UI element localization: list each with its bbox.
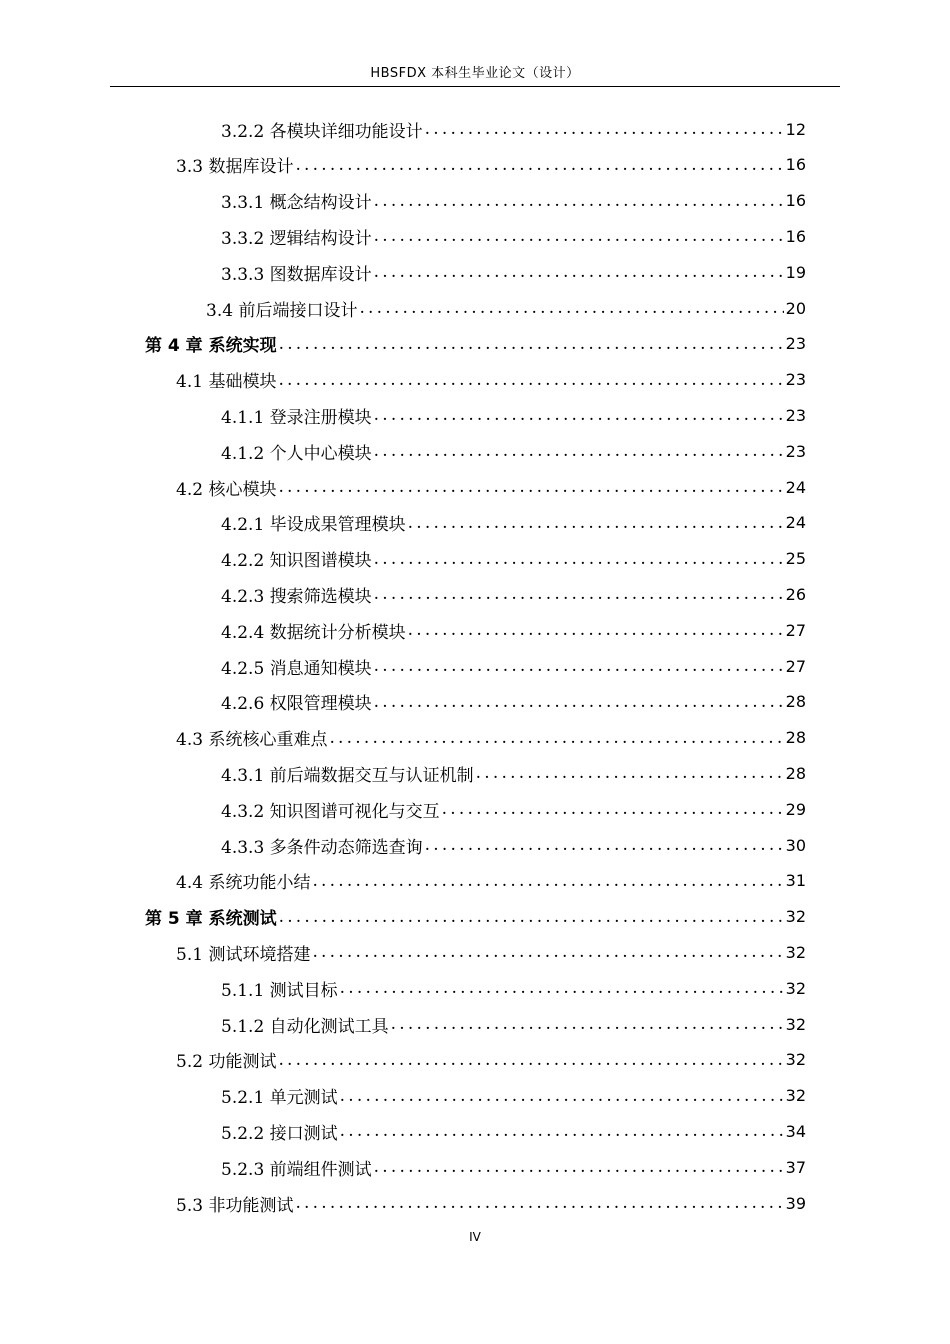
toc-entry-label: 4.1.2 个人中心模块 <box>221 443 372 464</box>
toc-leader-dots <box>442 799 784 819</box>
toc-entry[interactable] <box>176 864 806 898</box>
toc-entry-label: 5.1.2 自动化测试工具 <box>221 1016 389 1037</box>
toc-entry-page: 23 <box>785 405 806 425</box>
toc-entry-label: 3.4 前后端接口设计 <box>206 300 358 321</box>
toc-entry-page: 23 <box>785 334 806 354</box>
toc-entry-label: 第 4 章 系统实现 <box>145 336 277 357</box>
toc-entry-page: 19 <box>785 262 806 282</box>
toc-entry-page: 28 <box>785 728 806 748</box>
toc-entry-page: 28 <box>785 763 806 783</box>
toc-leader-dots <box>279 907 784 927</box>
toc-leader-dots <box>374 405 784 425</box>
toc-entry[interactable] <box>221 649 806 683</box>
toc-entry[interactable] <box>221 1079 806 1113</box>
toc-entry-page: 16 <box>785 155 806 175</box>
toc-entry[interactable] <box>221 756 806 790</box>
toc-entry-label: 4.2 核心模块 <box>176 479 277 500</box>
toc-leader-dots <box>374 441 784 461</box>
toc-leader-dots <box>312 942 783 962</box>
toc-entry[interactable] <box>176 1043 806 1077</box>
toc-leader-dots <box>374 262 784 282</box>
toc-entry-label: 4.2.6 权限管理模块 <box>221 694 372 715</box>
toc-entry[interactable] <box>221 828 806 862</box>
toc-entry-label: 4.3 系统核心重难点 <box>176 730 328 751</box>
toc-entry-page: 34 <box>785 1121 806 1141</box>
toc-entry-page: 25 <box>785 549 806 569</box>
toc-leader-dots <box>278 1050 783 1070</box>
toc-entry-page: 12 <box>785 119 806 139</box>
toc-entry-page: 30 <box>785 835 806 855</box>
header-divider <box>110 86 840 87</box>
toc-entry[interactable] <box>221 506 806 540</box>
toc-entry-page: 16 <box>785 226 806 246</box>
toc-entry-page: 32 <box>785 907 806 927</box>
toc-leader-dots <box>359 298 783 318</box>
toc-leader-dots <box>408 513 784 533</box>
toc-leader-dots <box>374 692 784 712</box>
toc-entry-page: 32 <box>785 942 806 962</box>
toc-entry[interactable] <box>221 1114 806 1148</box>
toc-entry[interactable] <box>176 470 806 504</box>
toc-entry-page: 24 <box>785 513 806 533</box>
toc-leader-dots <box>340 1086 784 1106</box>
toc-entry-label: 3.3.2 逻辑结构设计 <box>221 228 372 249</box>
toc-entry-page: 23 <box>785 441 806 461</box>
toc-leader-dots <box>340 1121 784 1141</box>
toc-entry-page: 20 <box>785 298 806 318</box>
toc-entry[interactable] <box>176 1186 806 1220</box>
toc-entry-label: 4.4 系统功能小结 <box>176 873 311 894</box>
toc-entry-page: 26 <box>785 584 806 604</box>
toc-entry[interactable] <box>145 900 806 934</box>
toc-leader-dots <box>279 334 784 354</box>
toc-entry-page: 27 <box>785 656 806 676</box>
toc-entry-label: 5.3 非功能测试 <box>176 1195 294 1216</box>
toc-leader-dots <box>374 226 784 246</box>
toc-entry[interactable] <box>221 219 806 253</box>
toc-leader-dots <box>340 978 784 998</box>
toc-entry-label: 3.2.2 各模块详细功能设计 <box>221 121 423 142</box>
toc-entry-label: 5.2.1 单元测试 <box>221 1088 338 1109</box>
toc-entry[interactable] <box>221 255 806 289</box>
toc-entry[interactable] <box>221 971 806 1005</box>
toc-leader-dots <box>425 119 784 139</box>
toc-leader-dots <box>278 477 783 497</box>
toc-entry-page: 23 <box>785 370 806 390</box>
toc-entry[interactable] <box>221 613 806 647</box>
toc-entry-label: 5.1.1 测试目标 <box>221 980 338 1001</box>
toc-entry[interactable] <box>221 184 806 218</box>
toc-leader-dots <box>374 584 784 604</box>
toc-entry[interactable] <box>221 1150 806 1184</box>
toc-leader-dots <box>374 1157 784 1177</box>
toc-entry[interactable] <box>176 721 806 755</box>
toc-entry[interactable] <box>176 148 806 182</box>
toc-entry-page: 37 <box>785 1157 806 1177</box>
toc-entry-label: 4.2.4 数据统计分析模块 <box>221 622 406 643</box>
toc-entry[interactable] <box>221 398 806 432</box>
toc-entry-label: 4.2.5 消息通知模块 <box>221 658 372 679</box>
page-header: HBSFDX 本科生毕业论文（设计） <box>370 66 580 81</box>
toc-entry[interactable] <box>221 1007 806 1041</box>
toc-entry-label: 4.2.1 毕设成果管理模块 <box>221 515 406 536</box>
toc-leader-dots <box>278 370 783 390</box>
toc-entry-page: 31 <box>785 871 806 891</box>
toc-entry-label: 4.2.2 知识图谱模块 <box>221 551 372 572</box>
toc-leader-dots <box>391 1014 784 1034</box>
toc-entry-page: 24 <box>785 477 806 497</box>
toc-entry-label: 3.3 数据库设计 <box>176 157 294 178</box>
toc-entry-label: 4.2.3 搜索筛选模块 <box>221 586 372 607</box>
toc-entry-label: 4.3.2 知识图谱可视化与交互 <box>221 801 440 822</box>
toc-entry[interactable] <box>176 935 806 969</box>
toc-entry-label: 4.3.3 多条件动态筛选查询 <box>221 837 423 858</box>
toc-leader-dots <box>476 763 784 783</box>
toc-entry-page: 27 <box>785 620 806 640</box>
toc-entry-page: 28 <box>785 692 806 712</box>
toc-leader-dots <box>374 549 784 569</box>
toc-entry[interactable] <box>221 434 806 468</box>
toc-entry-label: 5.2.2 接口测试 <box>221 1123 338 1144</box>
toc-entry-label: 3.3.1 概念结构设计 <box>221 193 372 214</box>
toc-entry-page: 16 <box>785 191 806 211</box>
toc-entry-label: 5.2.3 前端组件测试 <box>221 1159 372 1180</box>
toc-entry-label: 4.1.1 登录注册模块 <box>221 407 372 428</box>
toc-leader-dots <box>374 656 784 676</box>
toc-leader-dots <box>425 835 784 855</box>
toc-entry[interactable] <box>221 685 806 719</box>
toc-entry[interactable] <box>221 112 806 146</box>
toc-entry-page: 32 <box>785 1014 806 1034</box>
toc-entry[interactable] <box>145 327 806 361</box>
toc-leader-dots <box>374 191 784 211</box>
toc-entry-page: 32 <box>785 1050 806 1070</box>
page-number: IV <box>469 1230 481 1244</box>
toc-entry-page: 32 <box>785 1086 806 1106</box>
toc-leader-dots <box>295 1193 783 1213</box>
toc-entry[interactable] <box>221 577 806 611</box>
toc-entry[interactable] <box>221 542 806 576</box>
toc-entry-label: 4.1 基础模块 <box>176 372 277 393</box>
toc-leader-dots <box>295 155 783 175</box>
toc-entry-page: 39 <box>785 1193 806 1213</box>
toc-entry-label: 5.1 测试环境搭建 <box>176 944 311 965</box>
toc-entry-page: 29 <box>785 799 806 819</box>
toc-entry[interactable] <box>206 291 806 325</box>
toc-entry[interactable] <box>176 363 806 397</box>
toc-entry-label: 4.3.1 前后端数据交互与认证机制 <box>221 765 474 786</box>
toc-entry-label: 5.2 功能测试 <box>176 1052 277 1073</box>
toc-entry-page: 32 <box>785 978 806 998</box>
toc-leader-dots <box>329 728 783 748</box>
toc-entry[interactable] <box>221 792 806 826</box>
toc-leader-dots <box>312 871 783 891</box>
toc-leader-dots <box>408 620 784 640</box>
toc-entry-label: 3.3.3 图数据库设计 <box>221 264 372 285</box>
toc-entry-label: 第 5 章 系统测试 <box>145 909 277 930</box>
